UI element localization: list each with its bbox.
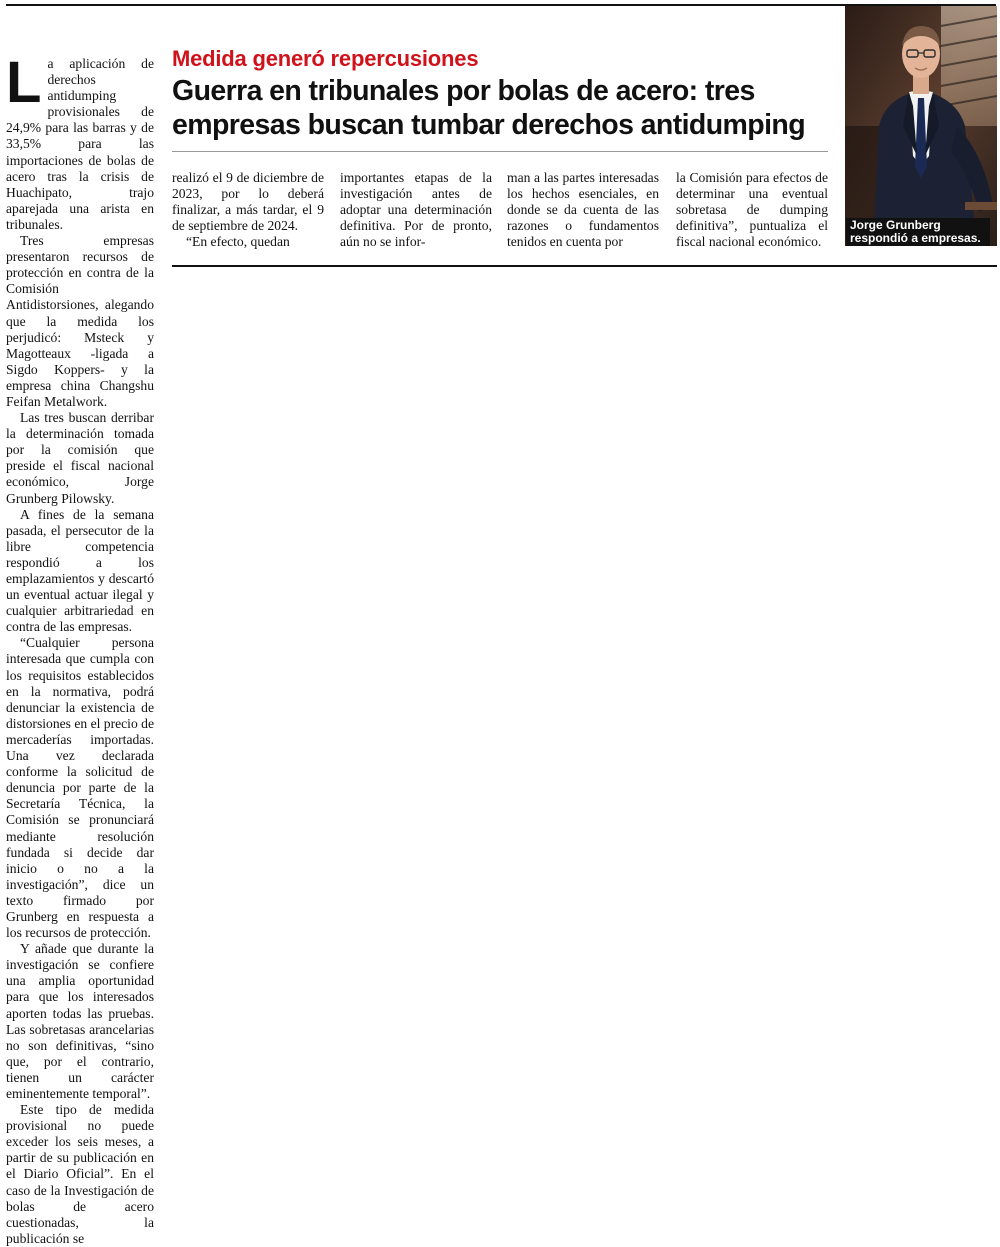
body-paragraph: “Cualquier persona interesada que cumpla con los requisitos establecidos en la normativa, podrá denunciar la existencia de distorsiones en el precio de mercaderías importadas. Una vez declarada conforme la solicitud de denuncia por parte de la Secretaría Técnica, la Comisión se pronunciará mediante resolución fundada si decide dar inicio o no a la investigación”, dice un texto firmado por Grunberg en respuesta a los recursos de protección. (6, 635, 154, 941)
body-paragraph: realizó el 9 de diciembre de 2023, por lo deberá finalizar, a más tardar, el 9 de septiembre de 2024. (172, 170, 324, 234)
column-3 (340, 170, 492, 250)
lead-paragraph: La aplicación de derechos antidumping provisionales de 24,9% para las barras y de 33,5% para las importaciones de bolas de acero tras la crisis de Huachipato, trajo aparejada una arista en tribunales. (6, 50, 154, 232)
body-paragraph: A fines de la semana pasada, el persecutor de la libre competencia respondió a los emplazamientos y descartó un eventual actuar ilegal y cualquier arbitrariedad en contra de las empresas. (6, 506, 154, 635)
body-paragraph: Este tipo de medida provisional no puede exceder los seis meses, a partir de su publicación en el Diario Oficial”. En el caso de la Investigación de bolas de acero cuestionadas, la publicación se (6, 1102, 154, 1246)
body-paragraph: Las tres buscan derribar la determinación tomada por la comisión que preside el fiscal nacional económico, Jorge Grunberg Pilowsky. (6, 410, 154, 506)
body-paragraph: importantes etapas de la investigación antes de adoptar una determinación definitiva. Por de pronto, aún no se infor- (340, 170, 492, 250)
portrait-photo (845, 6, 997, 246)
kicker: Medida generó repercusiones (172, 46, 479, 71)
column-2 (172, 170, 324, 250)
photo-caption: Jorge Grunberg respondió a empresas. (846, 218, 990, 246)
headline-rule (172, 151, 828, 152)
column-4 (507, 170, 659, 250)
portrait-illustration (845, 6, 997, 246)
body-paragraph: “En efecto, quedan (186, 234, 290, 250)
drop-cap: L (6, 50, 42, 115)
body-paragraph: Y añade que durante la investigación se confiere una amplia oportunidad para que los interesados aporten todas las pruebas. Las sobretasas arancelarias no son definitivas, “sino que, por el contrario, tienen un carácter eminentemente temporal”. (6, 941, 154, 1101)
bottom-rule (172, 265, 997, 267)
body-paragraph: la Comisión para efectos de determinar una eventual sobretasa de dumping definitiva”, puntualiza el fiscal nacional económico. (676, 170, 828, 250)
body-paragraph: Tres empresas presentaron recursos de protección en contra de la Comisión Antidistorsiones, alegando que la medida los perjudicó: Msteck y Magotteaux -ligada a Sigdo Koppers- y la empresa china Changshu Feifan Metalwork. (6, 233, 154, 409)
body-paragraph: man a las partes interesadas los hechos esenciales, en donde se da cuenta de las razones o fundamentos tenidos en cuenta por (507, 170, 659, 250)
headline: Guerra en tribunales por bolas de acero: tres empresas buscan tumbar derechos antidumping (172, 75, 806, 141)
left-column (6, 50, 154, 1247)
column-5 (676, 170, 828, 250)
